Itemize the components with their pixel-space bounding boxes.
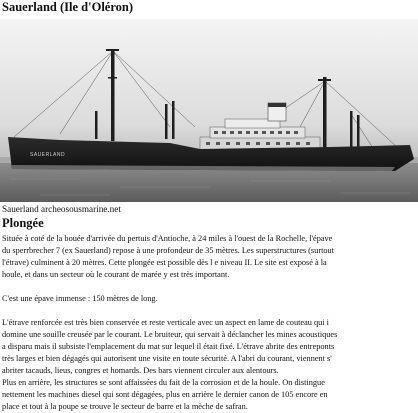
ship-photo — [0, 19, 418, 202]
paragraph-line: abriter tacauds, lieus, congres et homards. Des bars viennent circuler aux alentours. — [2, 366, 279, 375]
photo-caption: Sauerland archeosousmarine.net — [2, 204, 121, 214]
paragraph-line: très larges et bien dégagés qui autorisent une visite en toute sécurité. A l'abri du courant, viennent s' — [2, 354, 332, 363]
paragraph-line: a disparu mais il subsiste l'emplacement du mat sur lequel il était fixé. L'étrave abrite des entreponts — [2, 342, 335, 351]
paragraph-line: C'est une épave immense : 150 mètres de long. — [2, 294, 158, 303]
ship-photo-image — [0, 19, 418, 202]
paragraph-line: Située à coté de la bouée d'arrivée du pertuis d'Antioche, à 24 miles à l'ouest de la Rochelle, l'épave — [2, 234, 333, 243]
paragraph-2 — [2, 293, 416, 305]
paragraph-line: domine une souille creusée par le courant. Le bruiteur, qui servait à déclancher les mines acoustiques — [2, 330, 338, 339]
paragraph-line: Plus en arrière, les structures se sont affaissées du fait de la corrosion et de la houle. On distingue — [2, 378, 325, 387]
svg-text:SAUERLAND: SAUERLAND — [30, 152, 66, 158]
section-heading: Plongée — [2, 216, 44, 230]
paragraph-line: L'étrave renforcée est très bien conservée et reste verticale avec un aspect en lame de couteau qui i — [2, 318, 329, 327]
paragraph-line: houle, et dans un secteur où le courant de marée y est très important. — [2, 270, 230, 279]
paragraph-3 — [2, 317, 416, 413]
paragraph-line: nettement les machines diesel qui sont dégagées, plus en arrière le dernier canon de 105 encore en — [2, 390, 328, 399]
page-title: Sauerland (Ile d'Oléron) — [2, 0, 134, 14]
paragraph-line: place et tout à la poupe se trouve le secteur de barre et la mèche de safran. — [2, 402, 248, 411]
paragraph-line: du sperrbrecher 7 (ex Sauerland) repose à une profondeur de 35 mètres. Les superstructures (surtout — [2, 246, 334, 255]
paragraph-line: l'étrave) culminent à 20 mètres. Cette plongée est possible dès l e niveau II. Le site est exposé à la — [2, 258, 327, 267]
paragraph-1 — [2, 233, 416, 281]
